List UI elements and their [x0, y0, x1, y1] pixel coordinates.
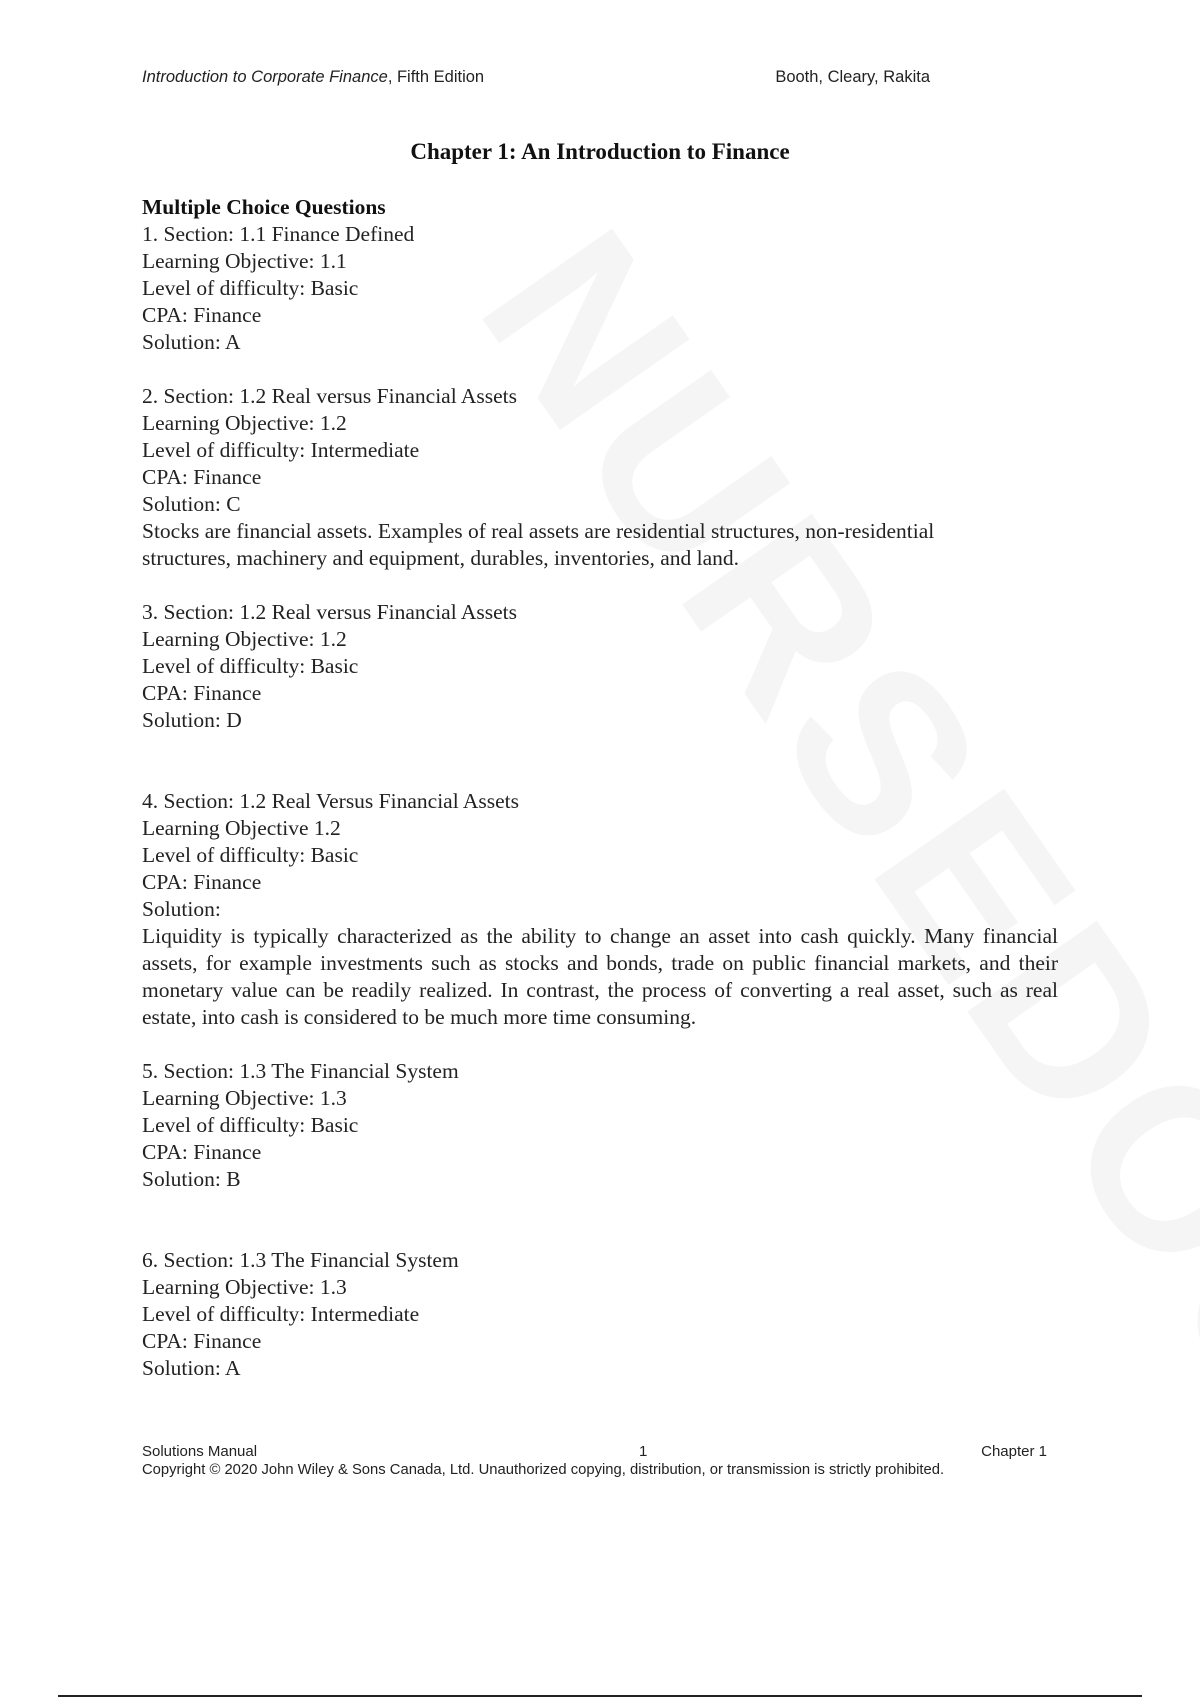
question-objective: Learning Objective: 1.2 — [142, 627, 347, 651]
page-header — [142, 68, 930, 87]
document-content — [142, 194, 1058, 1409]
bottom-divider — [58, 1695, 1142, 1697]
question-section: 5. Section: 1.3 The Financial System — [142, 1059, 459, 1083]
question-cpa: CPA: Finance — [142, 681, 262, 705]
question-solution: Solution: B — [142, 1167, 241, 1191]
question-objective: Learning Objective: 1.2 — [142, 411, 347, 435]
question-cpa: CPA: Finance — [142, 1140, 262, 1164]
footer-solutions-manual: Solutions Manual — [142, 1443, 258, 1460]
question-block-1 — [142, 221, 1058, 356]
footer-copyright: Copyright © 2020 John Wiley & Sons Canada, Ltd. Unauthorized copying, distribution, or transmission is strictly prohibited. — [142, 1462, 945, 1478]
footer-page-number: 1 — [639, 1443, 648, 1460]
question-solution: Solution: A — [142, 330, 241, 354]
header-edition: , Fifth Edition — [387, 68, 485, 86]
question-block-5 — [142, 1058, 1058, 1193]
question-section: 1. Section: 1.1 Finance Defined — [142, 222, 415, 246]
question-cpa: CPA: Finance — [142, 1329, 262, 1353]
question-objective: Learning Objective: 1.3 — [142, 1275, 347, 1299]
question-solution: Solution: — [142, 897, 221, 921]
question-block-2 — [142, 383, 1058, 572]
chapter-title: Chapter 1: An Introduction to Finance — [410, 139, 790, 164]
footer-row — [142, 1443, 1047, 1462]
question-section: 6. Section: 1.3 The Financial System — [142, 1248, 459, 1272]
question-difficulty: Level of difficulty: Intermediate — [142, 438, 420, 462]
question-explanation: Liquidity is typically characterized as the ability to change an asset into cash quickly. Many financial assets, for example investments such as stocks and bonds, trade on public financial markets, and their monetary value can be readily realized. In contrast, the process of converting a real asset, such as real estate, into cash is considered to be much more time consuming. — [142, 924, 1058, 1029]
footer-chapter: Chapter 1 — [981, 1443, 1047, 1460]
question-section: 3. Section: 1.2 Real versus Financial Assets — [142, 600, 518, 624]
question-objective: Learning Objective 1.2 — [142, 816, 341, 840]
question-cpa: CPA: Finance — [142, 303, 262, 327]
question-cpa: CPA: Finance — [142, 465, 262, 489]
header-book-title: Introduction to Corporate Finance — [142, 68, 388, 86]
question-difficulty: Level of difficulty: Basic — [142, 843, 359, 867]
question-cpa: CPA: Finance — [142, 870, 262, 894]
question-solution: Solution: C — [142, 492, 241, 516]
question-section: 4. Section: 1.2 Real Versus Financial Assets — [142, 789, 520, 813]
header-authors: Booth, Cleary, Rakita — [775, 68, 930, 86]
question-difficulty: Level of difficulty: Basic — [142, 654, 359, 678]
question-difficulty: Level of difficulty: Intermediate — [142, 1302, 420, 1326]
question-block-4 — [142, 788, 1058, 1031]
question-block-6 — [142, 1247, 1058, 1382]
question-explanation: Stocks are financial assets. Examples of real assets are residential structures, non-residential structures, machinery and equipment, durables, inventories, and land. — [142, 519, 935, 570]
question-solution: Solution: A — [142, 1356, 241, 1380]
question-difficulty: Level of difficulty: Basic — [142, 276, 359, 300]
question-block-3 — [142, 599, 1058, 734]
question-solution: Solution: D — [142, 708, 242, 732]
page-footer — [142, 1443, 1047, 1478]
question-objective: Learning Objective: 1.3 — [142, 1086, 347, 1110]
question-section: 2. Section: 1.2 Real versus Financial Assets — [142, 384, 518, 408]
section-heading: Multiple Choice Questions — [142, 195, 386, 219]
question-difficulty: Level of difficulty: Basic — [142, 1113, 359, 1137]
question-objective: Learning Objective: 1.1 — [142, 249, 347, 273]
